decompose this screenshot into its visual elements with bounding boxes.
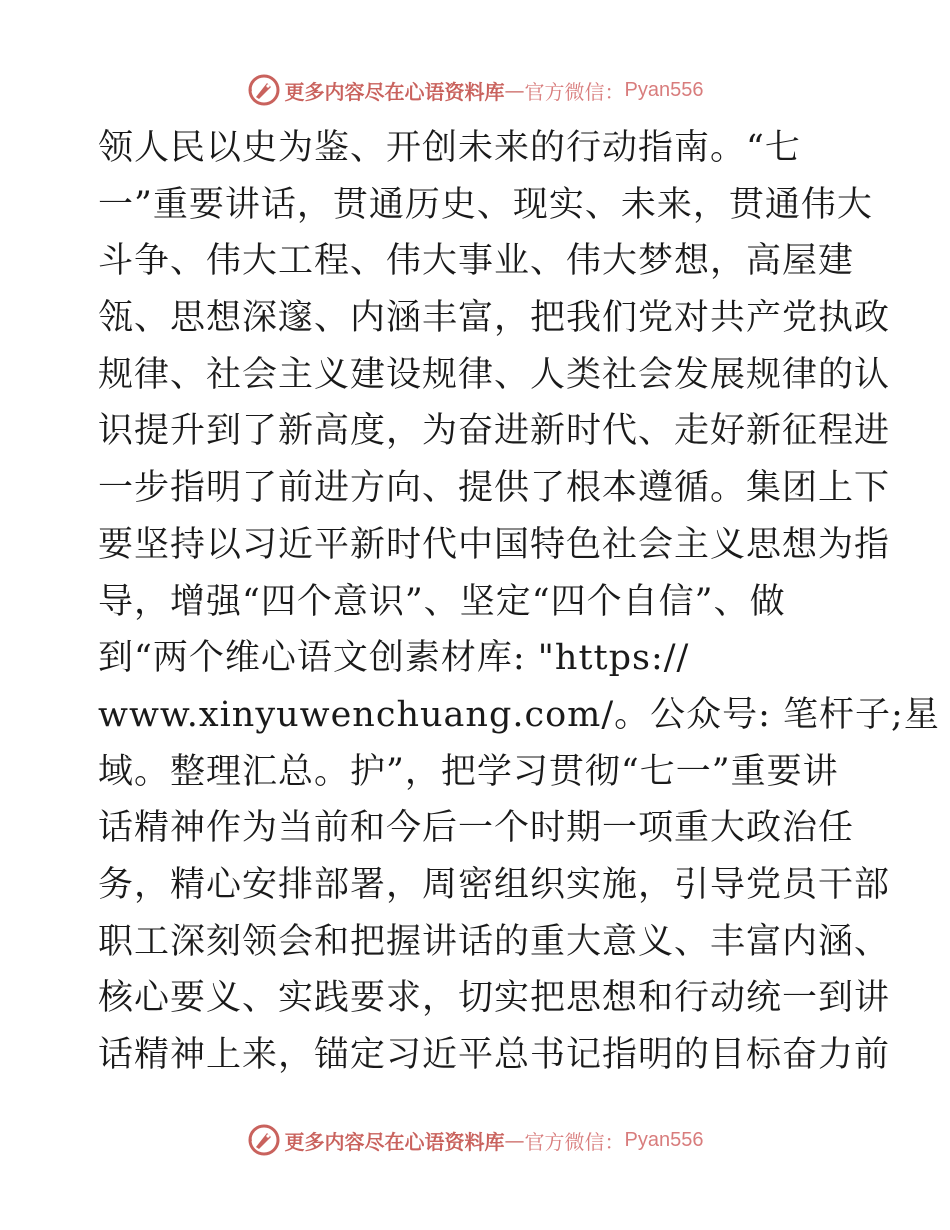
document-body [98,120,940,1084]
footer-banner [0,1120,950,1160]
body-line: 到“两个维心语文创素材库: "https:// [98,638,690,679]
body-line: 核心要义、实践要求，切实把思想和行动统一到讲 [98,978,891,1019]
body-line: 话精神作为当前和今后一个时期一项重大政治任 [98,808,855,849]
header-official-label: 官方微信： [524,79,625,104]
body-line: 一步指明了前进方向、提供了根本遵循。集团上下 [98,468,891,509]
body-line: 一”重要讲话，贯通历史、现实、未来，贯通伟大 [98,184,873,225]
footer-brand-text: 更多内容尽在心语资料库 [284,1129,505,1154]
body-line: 职工深刻领会和把握讲话的重大意义、丰富内涵、 [98,921,891,962]
body-line: 斗争、伟大工程、伟大事业、伟大梦想，高屋建 [98,241,855,282]
body-line: 规律、社会主义建设规律、人类社会发展规律的认 [98,354,891,395]
body-line: 识提升到了新高度，为奋进新时代、走好新征程进 [98,411,891,452]
body-line: 要坚持以习近平新时代中国特色社会主义思想为指 [98,524,891,565]
footer-separator: — [504,1128,525,1152]
body-line: 务，精心安排部署，周密组织实施，引导党员干部 [98,864,891,905]
pen-nib-circle-icon [247,73,281,107]
body-line: 瓴、思想深邃、内涵丰富，把我们党对共产党执政 [98,298,891,339]
footer-official-label: 官方微信： [524,1129,625,1154]
pen-nib-circle-icon [247,1123,281,1157]
body-line: 域。整理汇总。护”，把学习贯彻“七一”重要讲 [98,751,839,792]
header-banner [0,70,950,110]
body-line: 话精神上来，锚定习近平总书记指明的目标奋力前 [98,1035,891,1075]
body-line: www.xinyuwenchuang.com/。公众号: 笔杆子;星 [98,694,940,735]
body-line: 领人民以史为鉴、开创未来的行动指南。“七 [98,128,801,168]
header-wechat-handle: Pyan556 [624,78,704,101]
footer-wechat-handle: Pyan556 [624,1128,704,1151]
header-brand-text: 更多内容尽在心语资料库 [284,79,505,104]
header-separator: — [504,78,525,102]
body-line: 导，增强“四个意识”、坚定“四个自信”、做 [98,581,786,622]
